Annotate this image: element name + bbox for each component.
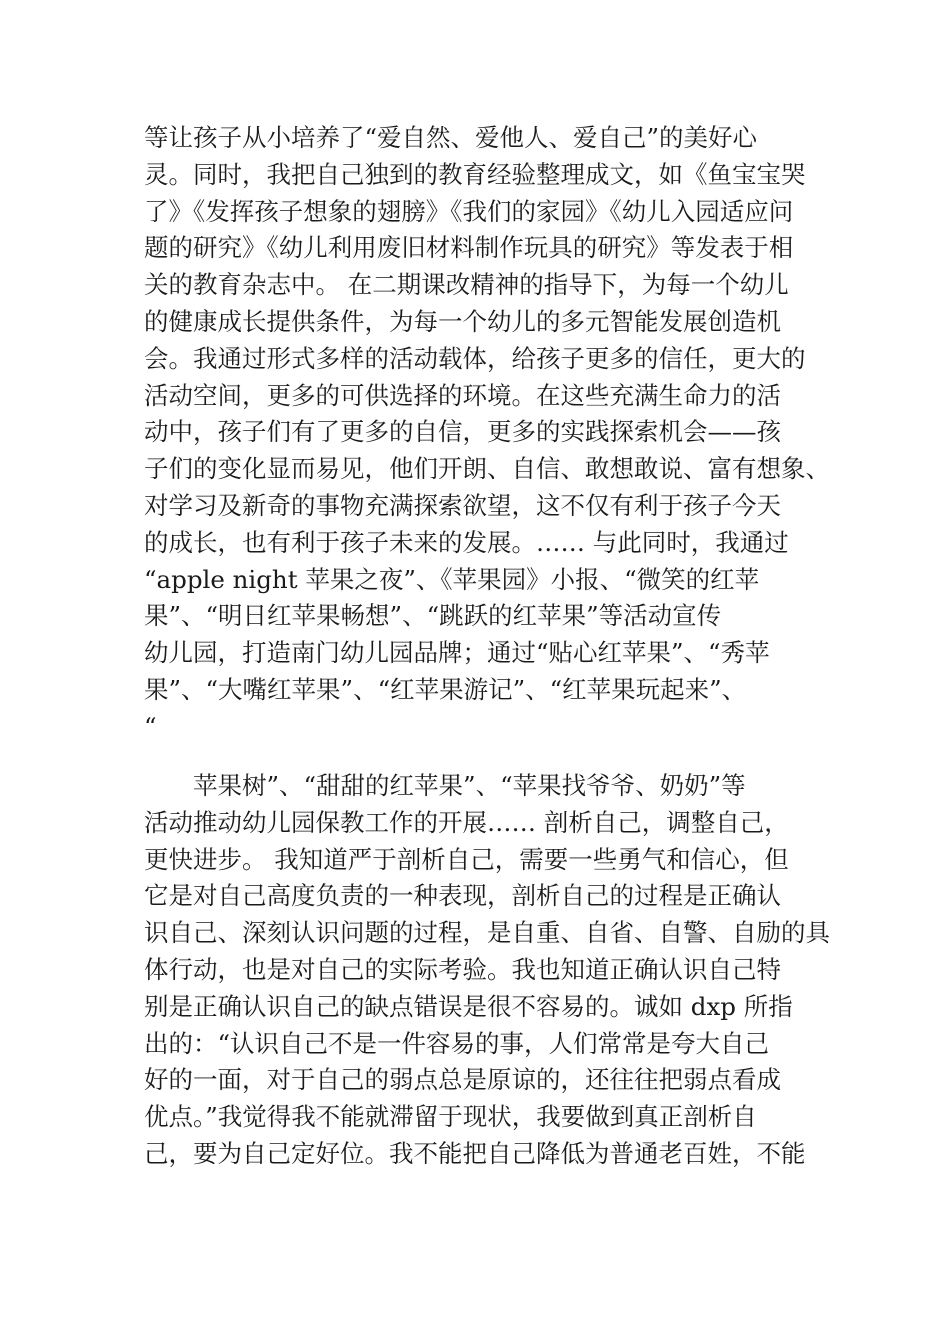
text-line: 的成长，也有利于孩子未来的发展。…… 与此同时，我通过 (144, 527, 789, 557)
text-line: 识自己、深刻认识问题的过程，是自重、自省、自警、自励的具 (144, 918, 830, 948)
text-line: 优点。”我觉得我不能就滞留于现状，我要做到真正剖析自 (144, 1102, 757, 1132)
text-line: “apple night 苹果之夜”、《苹果园》小报、“微笑的红苹 (144, 564, 760, 594)
text-line: 对学习及新奇的事物充满探索欲望，这不仅有利于孩子今天 (144, 490, 781, 520)
text-line: 活动空间，更多的可供选择的环境。在这些充满生命力的活 (144, 380, 781, 410)
text-line: 别是正确认识自己的缺点错误是很不容易的。诚如 dxp 所指 (144, 991, 793, 1021)
paragraph-1 (144, 120, 830, 746)
paragraph-2 (144, 768, 830, 1173)
text-line: “ (144, 711, 157, 741)
text-line: 活动推动幼儿园保教工作的开展…… 剖析自己，调整自己， (144, 807, 789, 837)
text-line: 更快进步。 我知道严于剖析自己，需要一些勇气和信心，但 (144, 844, 789, 874)
text-line: 关的教育杂志中。 在二期课改精神的指导下，为每一个幼儿 (144, 270, 789, 300)
text-line: 它是对自己高度负责的一种表现，剖析自己的过程是正确认 (144, 881, 781, 911)
text-line: 的健康成长提供条件，为每一个幼儿的多元智能发展创造机 (144, 306, 781, 336)
text-line: 果”、“明日红苹果畅想”、“跳跃的红苹果”等活动宣传 (144, 601, 722, 631)
text-line: 等让孩子从小培养了“爱自然、爱他人、爱自己”的美好心 (144, 123, 758, 152)
text-line: 灵。同时，我把自己独到的教育经验整理成文，如《鱼宝宝哭 (144, 159, 806, 189)
text-line: 好的一面，对于自己的弱点总是原谅的，还往往把弱点看成 (144, 1065, 781, 1095)
text-line: 动中，孩子们有了更多的自信，更多的实践探索机会——孩 (144, 417, 781, 447)
text-line: 会。我通过形式多样的活动载体，给孩子更多的信任，更大的 (144, 343, 806, 373)
text-line: 果”、“大嘴红苹果”、“红苹果游记”、“红苹果玩起来”、 (144, 674, 747, 704)
text-line: 苹果树”、“甜甜的红苹果”、“苹果找爷爷、奶奶”等 (144, 771, 746, 800)
text-line: 题的研究》《幼儿利用废旧材料制作玩具的研究》等发表于相 (144, 233, 794, 263)
text-line: 己，要为自己定好位。我不能把自己降低为普通老百姓，不能 (144, 1138, 806, 1168)
text-line: 出的：“认识自己不是一件容易的事，人们常常是夸大自己 (144, 1028, 770, 1058)
text-line: 幼儿园，打造南门幼儿园品牌；通过“贴心红苹果”、“秀苹 (144, 638, 770, 668)
text-line: 体行动，也是对自己的实际考验。我也知道正确认识自己特 (144, 954, 781, 984)
text-line: 了》《发挥孩子想象的翅膀》《我们的家园》《幼儿入园适应问 (144, 196, 794, 226)
text-line: 子们的变化显而易见，他们开朗、自信、敢想敢说、富有想象、 (144, 454, 830, 484)
